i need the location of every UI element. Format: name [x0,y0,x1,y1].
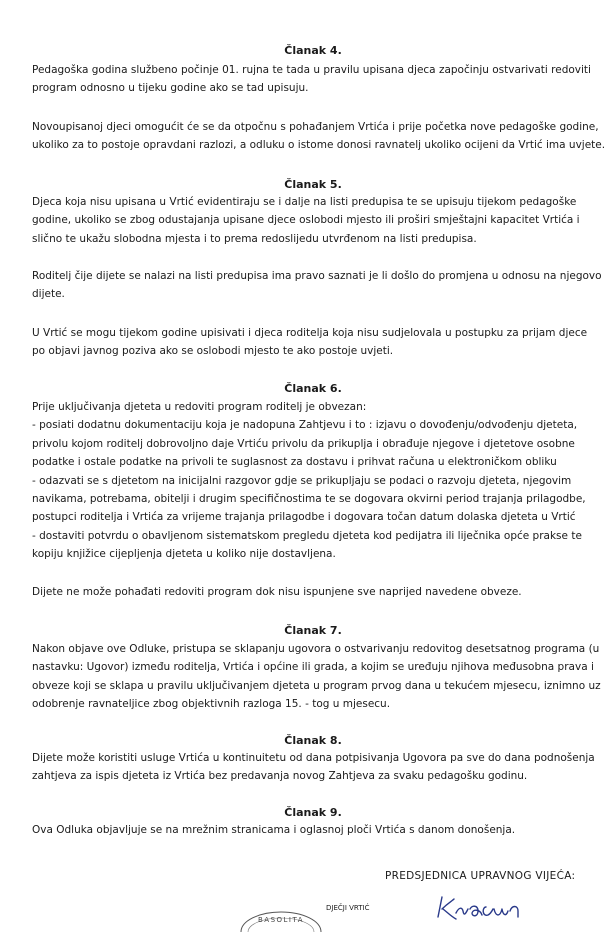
text-line: Dijete može koristiti usluge Vrtića u kontinuitetu od dana potpisivanja Ugovora pa sve do dana podnošenja [32,752,595,764]
text-line: postupci roditelja i Vrtića za vrijeme trajanja prilagodbe i dogovara točan datum dolaska djeteta u Vrtić [32,511,576,524]
article-4-heading: Članak 4. [284,44,342,57]
signatory-title: PREDSJEDNICA UPRAVNOG VIJEĆA: [385,870,576,882]
text-line: kopiju knjižice cijepljenja djeteta u koliko nije dostavljena. [32,548,336,561]
article-4-paragraph-2 [32,118,606,155]
article-7-heading: Članak 7. [284,624,342,637]
kindergarten-stamp-icon [235,902,327,932]
article-8-heading: Članak 8. [284,734,342,747]
text-line: Ova Odluka objavljuje se na mrežnim stranicama i oglasnoj ploči Vrtića s danom donošenja. [32,824,516,836]
article-9-heading: Članak 9. [284,806,342,819]
text-line: podatke i ostale podatke na privoli te suglasnost za dostavu i prihvat računa u elektroničkom obliku [32,456,557,469]
text-line: dijete. [32,288,65,301]
article-5-heading: Članak 5. [284,178,342,191]
text-line: Djeca koja nisu upisana u Vrtić evidentiraju se i dalje na listi predupisa te se upisuju tijekom pedagoške [32,196,577,208]
stamp-label: DJEČJI VRTIĆ [326,904,370,912]
text-line: nastavku: Ugovor) između roditelja, Vrtića i općine ili grada, a kojim se uređuju njihova međusobna prava i [32,661,594,674]
handwritten-signature-icon [432,893,552,923]
article-5-paragraph-2 [32,267,602,304]
text-line: po objavi javnog poziva ako se oslobodi mjesto te ako postoje uvjeti. [32,345,394,358]
svg-text:BASOLITA: BASOLITA [257,916,305,924]
text-line: Roditelj čije dijete se nalazi na listi predupisa ima pravo saznati je li došlo do promjena u odnosu na njegovo [32,270,602,282]
text-line: zahtjeva za ispis djeteta iz Vrtića bez predavanja novog Zahtjeva za svaku pedagošku godinu. [32,770,528,783]
text-line: - odazvati se s djetetom na inicijalni razgovor gdje se prikupljaju se podaci o razvoju djeteta, njegovim [32,474,572,487]
text-line: U Vrtić se mogu tijekom godine upisivati i djeca roditelja koja nisu sudjelovala u postupku za prijam djece [32,327,588,339]
text-line: obveze koji se sklapa u pravilu uključivanjem djeteta u program prvog dana u tekućem mjesecu, iznimno uz [32,679,601,692]
text-line: Novoupisanoj djeci omogućit će se da otpočnu s pohađanjem Vrtića i prije početka nove pedagoške godine, [32,121,599,133]
text-line: - dostaviti potvrdu o obavljenom sistematskom pregledu djeteta kod pedijatra ili liječnika opće prakse te [32,529,582,542]
article-4-paragraph-1 [32,61,594,98]
article-9-paragraph-1 [32,821,594,839]
text-line: Dijete ne može pohađati redoviti program dok nisu ispunjene sve naprijed navedene obveze. [32,586,522,598]
text-line: navikama, potrebama, obitelji i drugim specifičnostima te se dogovara okvirni period trajanja prilagodbe, [32,492,586,505]
text-line: privolu kojom roditelj dobrovoljno daje Vrtiću privolu da prikuplja i obrađuje njegove i djetetove osobne [32,437,575,450]
text-line: - posiati dodatnu dokumentaciju koja je nadopuna Zahtjevu i to : izjavu o dovođenju/odvođenju djeteta, [32,419,578,432]
article-6-paragraph-2 [32,583,594,601]
article-7-paragraph-1 [32,640,601,714]
article-8-paragraph-1 [32,749,594,786]
text-line: slično te ukažu slobodna mjesta i to prema redoslijedu utvrđenom na listi predupisa. [32,232,477,245]
article-6-heading: Članak 6. [284,382,342,395]
text-line: godine, ukoliko se zbog odustajanja upisane djece oslobodi mjesto ili proširi smještajni kapacitet Vrtića i [32,214,580,227]
text-line: program odnosno u tijeku godine ako se tad upisuju. [32,82,309,95]
article-5-paragraph-1 [32,193,594,248]
text-line: Pedagoška godina službeno počinje 01. rujna te tada u pravilu upisana djeca započinju ostvarivati redoviti [32,64,591,76]
article-5-paragraph-3 [32,324,594,361]
text-line: Prije uključivanja djeteta u redoviti program roditelj je obvezan: [32,401,367,413]
text-line: odobrenje ravnateljice zbog objektivnih razloga 15. - tog u mjesecu. [32,698,391,711]
text-line: Nakon objave ove Odluke, pristupa se sklapanju ugovora o ostvarivanju redovitog desetsatnog programa (u [32,643,600,655]
text-line: ukoliko za to postoje opravdani razlozi, a odluku o istome donosi ravnatelj ukoliko ocijeni da Vrtić ima uvjete. [32,139,606,152]
article-6-paragraph-1 [32,398,594,564]
